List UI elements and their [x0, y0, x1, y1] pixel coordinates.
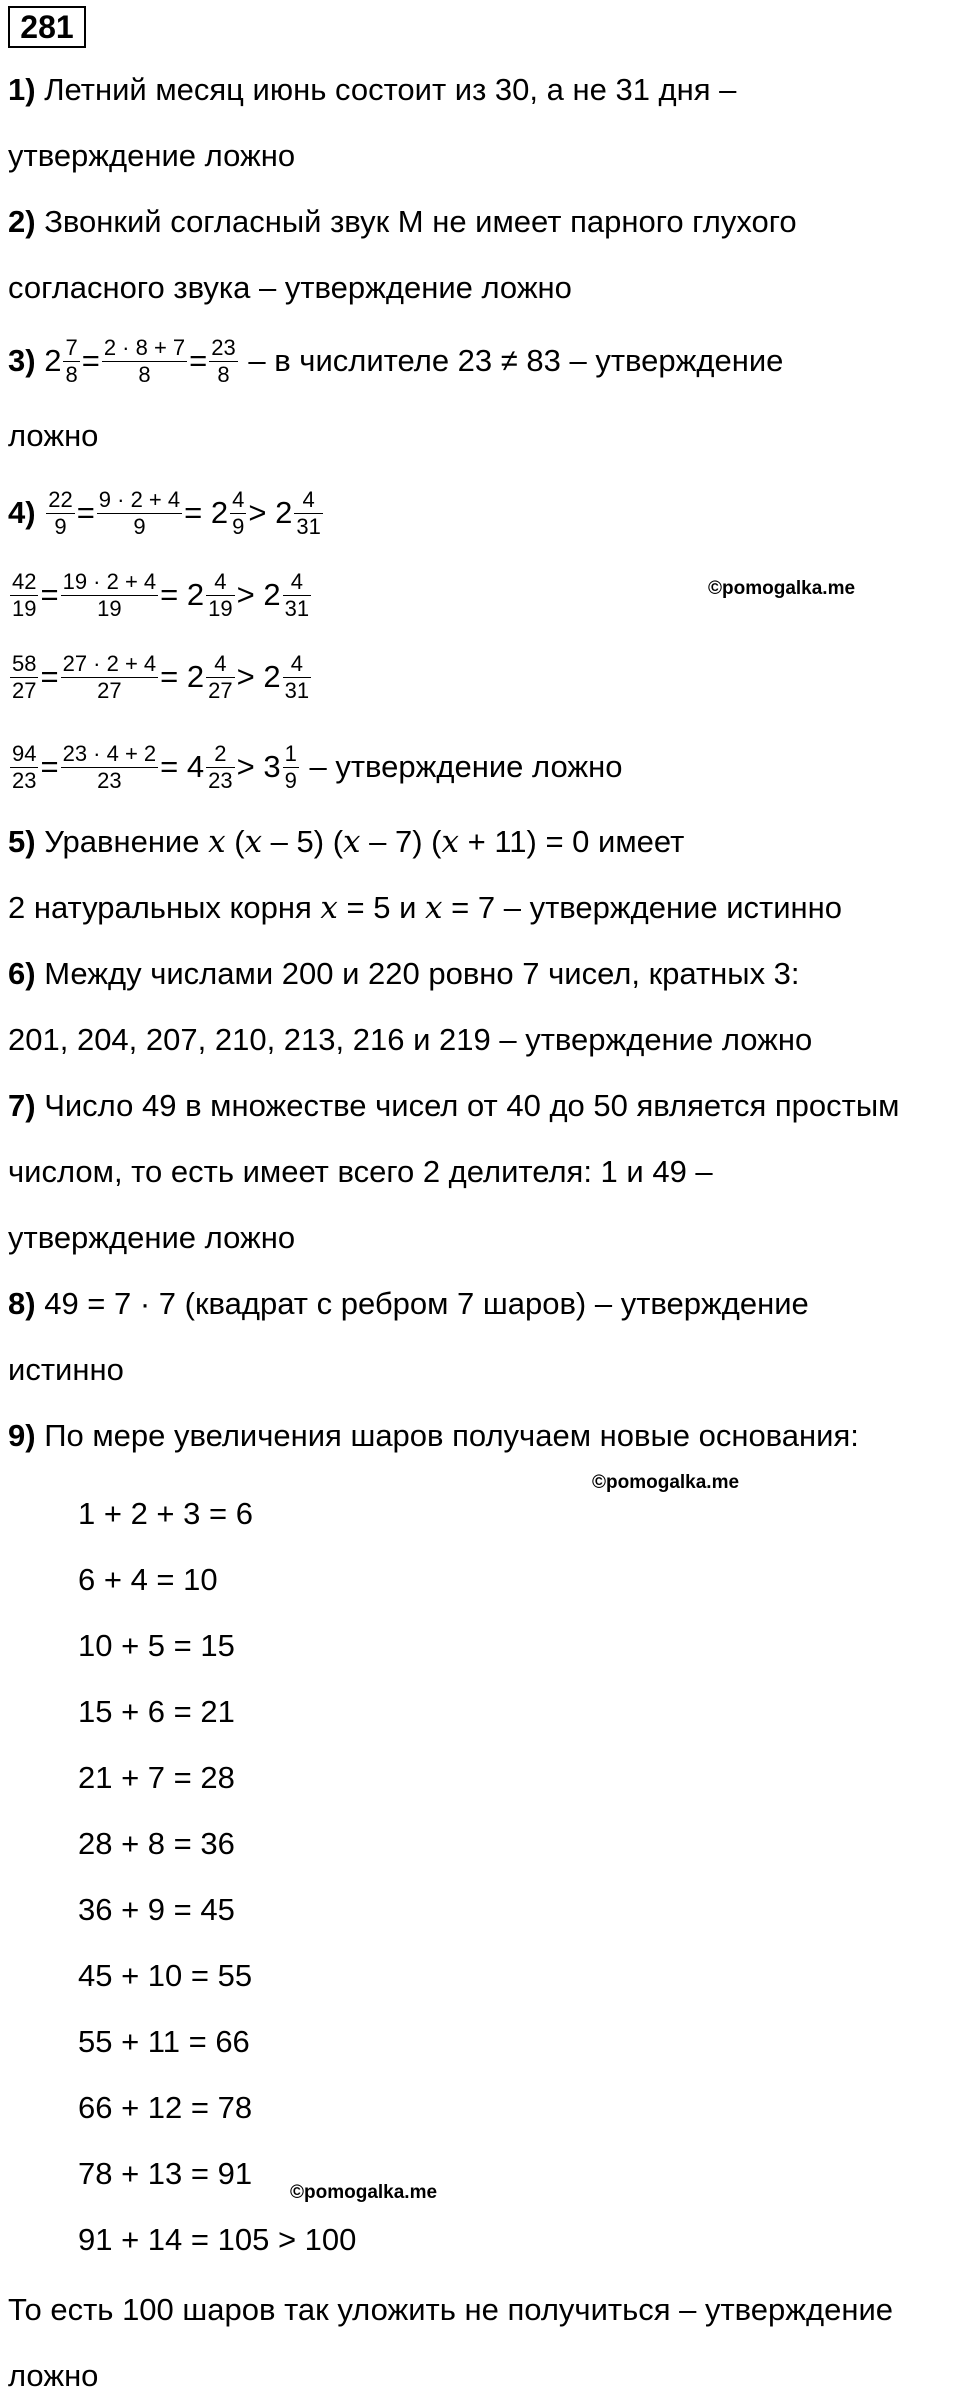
sum-line: 36 + 9 = 45 [78, 1892, 235, 1927]
item-2-line-2: согласного звука – утверждение ложно [8, 270, 572, 305]
conclusion-line-2: ложно [8, 2358, 99, 2393]
sum-line: 66 + 12 = 78 [78, 2090, 253, 2125]
fraction: $\frac{7}{8}$ [65, 334, 78, 387]
sum-line: 21 + 7 = 28 [78, 1760, 235, 1795]
sum-line: 45 + 10 = 55 [78, 1958, 253, 1993]
item-1-line-1: 1) Летний месяц июнь состоит из 30, а не 31 дня – [8, 72, 737, 107]
sum-line: 1 + 2 + 3 = 6 [78, 1496, 253, 1531]
item-3-line-1: 3) 2 $\frac{7}{8}$ = $\frac{2 \cdot 8 + 7}{8}$ = $\frac{23}{8}$ – в числителе 23 ≠ 83 – утверждение [8, 334, 784, 387]
item-number: 1) [8, 72, 36, 107]
item-7-line-1: 7) Число 49 в множестве чисел от 40 до 50 является простым [8, 1088, 900, 1123]
item-8-line-2: истинно [8, 1352, 124, 1387]
sum-line: 6 + 4 = 10 [78, 1562, 218, 1597]
sum-line: 10 + 5 = 15 [78, 1628, 235, 1663]
task-number: 281 [8, 6, 86, 48]
item-4-line-3: $\frac{58}{27}$ = $\frac{27 \cdot 2 + 4}{27}$ = 2 $\frac{4}{27}$ > 2 $\frac{4}{31}$ [12, 650, 310, 703]
item-number: 2) [8, 204, 36, 239]
item-4-line-4: $\frac{94}{23}$ = $\frac{23 \cdot 4 + 2}{23}$ = 4 $\frac{2}{23}$ > 3 $\frac{1}{9}$ – утверждение ложно [12, 740, 623, 793]
fraction: $\frac{23}{8}$ [211, 334, 236, 387]
item-6-line-2: 201, 204, 207, 210, 213, 216 и 219 – утверждение ложно [8, 1022, 813, 1057]
watermark: ©pomogalka.me [708, 578, 856, 599]
sum-line: 91 + 14 = 105 > 100 [78, 2222, 357, 2257]
sum-line: 15 + 6 = 21 [78, 1694, 235, 1729]
item-7-line-3: утверждение ложно [8, 1220, 296, 1255]
item-4-line-1: 4) $\frac{22}{9}$ = $\frac{9 \cdot 2 + 4}{9}$ = 2 $\frac{4}{9}$ > 2 $\frac{4}{31}$ [8, 486, 321, 539]
sum-line: 78 + 13 = 91 [78, 2156, 253, 2191]
item-4-line-2: $\frac{42}{19}$ = $\frac{19 \cdot 2 + 4}{19}$ = 2 $\frac{4}{19}$ > 2 $\frac{4}{31}$ [12, 568, 310, 621]
item-6-line-1: 6) Между числами 200 и 220 ровно 7 чисел, кратных 3: [8, 956, 800, 991]
item-9-line-1: 9) По мере увеличения шаров получаем новые основания: [8, 1418, 859, 1453]
item-3-line-2: ложно [8, 418, 99, 453]
sum-line: 55 + 11 = 66 [78, 2024, 250, 2059]
watermark: ©pomogalka.me [592, 1472, 740, 1493]
item-5-line-1: 5) Уравнение x (x – 5) (x – 7) (x + 11) = 0 имеет [8, 824, 685, 860]
fraction: $\frac{2 \cdot 8 + 7}{8}$ [103, 334, 186, 387]
conclusion-line-1: То есть 100 шаров так уложить не получиться – утверждение [8, 2292, 894, 2327]
item-1-line-2: утверждение ложно [8, 138, 296, 173]
item-5-line-2: 2 натуральных корня x = 5 и x = 7 – утверждение истинно [8, 890, 843, 926]
sum-line: 28 + 8 = 36 [78, 1826, 235, 1861]
watermark: ©pomogalka.me [290, 2182, 438, 2203]
item-2-line-1: 2) Звонкий согласный звук М не имеет парного глухого [8, 204, 797, 239]
item-7-line-2: числом, то есть имеет всего 2 делителя: 1 и 49 – [8, 1154, 713, 1189]
item-8-line-1: 8) 49 = 7 · 7 (квадрат с ребром 7 шаров) – утверждение [8, 1286, 809, 1321]
